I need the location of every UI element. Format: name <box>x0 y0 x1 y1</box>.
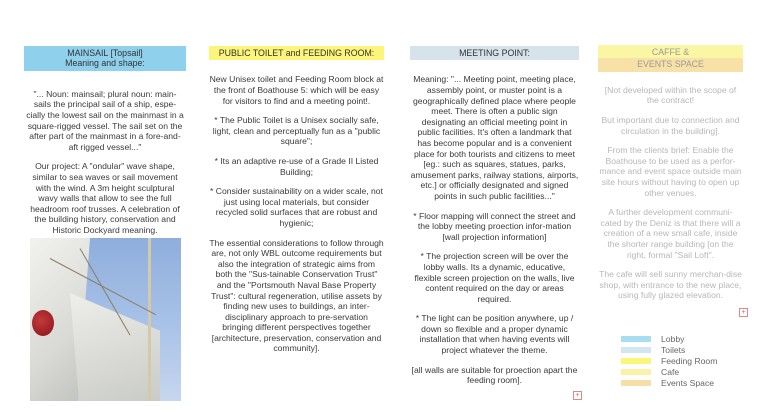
cafe-para-5: The cafe will sell sunny merchan-dise shop, with entrance to the new place, using fully glazed elevation. <box>599 269 742 301</box>
legend-swatch <box>621 369 651 375</box>
legend-item-toilets <box>621 344 717 355</box>
legend-swatch <box>621 347 651 353</box>
legend-item-feeding-room <box>621 355 717 366</box>
cafe-para-1: [Not developed within the scope of the contract! <box>604 84 737 106</box>
mainsail-heading-line2: Meaning and shape: <box>65 58 145 69</box>
expand-plus-icon[interactable]: + <box>573 391 582 400</box>
meeting-para-2: * Floor mapping will connect the street and the lobby meeting proection infor-mation [wall projection information] <box>413 210 576 242</box>
cafe-para-4: A further development communi-cated by the Deniz is that there will a creation of a new small cafe, inside the shorter range building [on the right, formal "Sail Loft". <box>600 207 741 260</box>
legend-label: Feeding Room <box>661 355 718 366</box>
cafe-heading <box>598 45 743 72</box>
cafe-para-3: From the clients brief: Enable the Boathouse to be used as a perfor-mance and event space outside main site hours without having to open up other venues. <box>599 145 742 198</box>
toilet-para-4: * Consider sustainability on a wider scale, not just using local materials, but consider recycled solid surfaces that are robust and hygienic; <box>210 186 383 228</box>
expand-plus-icon[interactable]: + <box>739 308 748 317</box>
mainsail-heading-line1: MAINSAIL [Topsail] <box>67 48 143 58</box>
cafe-para-2: But important due to connection and circulation in the building]. <box>601 115 740 136</box>
legend-label: Lobby <box>661 333 685 344</box>
cafe-column <box>598 46 743 310</box>
color-legend <box>621 333 717 388</box>
toilet-para-1: New Unisex toilet and Feeding Room block at the front of Boathouse 5: which will be easy for visitors to find and a meeting point!. <box>209 74 384 106</box>
meeting-para-5: [all walls are suitable for proection apart the feeding room]. <box>411 364 578 386</box>
toilet-para-2: * The Public Toilet is a Unisex socially safe, light, clean and perceptually fun as a "public square"; <box>212 115 381 147</box>
meeting-para-1: Meaning: "... Meeting point, meeting place, assembly point, or muster point is a geographically defined place where people meet. There is often a public sign designating an official meeting point in public facilities. It's often a landmark that has become popular and is a convenient place for both tourists and citizens to meet [eg.: such as squares, statues, parks, amusement parks, railway stations, airports, etc.] or officially designated and signed points in such public facilities..." <box>410 74 579 201</box>
legend-swatch <box>621 358 651 364</box>
toilet-para-3: * Its an adaptive re-use of a Grade II Listed Building; <box>214 155 379 177</box>
toilet-para-5: The essential considerations to follow through are, not only WBL outcome requirements but also the integration of strategic aims from both the "Sus-tainable Conservation Trust" and the "Portsmouth Naval Base Property Trust": cultural regeneration, utilise assets by finding new uses to buildings, an inter-disciplinary approach to pre-servation bringing different perspectives together [architecture, preservation, conservation and community]. <box>209 237 384 354</box>
red-emblem-icon <box>32 310 54 336</box>
cafe-heading-line1: CAFFE & <box>598 45 743 58</box>
legend-label: Cafe <box>661 366 680 377</box>
legend-swatch <box>621 380 651 386</box>
mainsail-project-text: Our project: A "ondular" wave shape, similar to sea waves or sail movement with the wind. A 3m height sculptural wavy walls that allow to see the full headroom roof trusses. A celebration of the building history, conservation and Historic Dockyard meaning. <box>30 161 180 235</box>
mainsail-definition: "... Noun: mainsail; plural noun: main-sails the principal sail of a ship, espe-cially the lowest sail on the mainmast in a square-rigged vessel. The sail set on the after part of the mainmast in a fore-and-aft rigged vessel..." <box>26 88 184 152</box>
mainsail-heading <box>24 46 186 71</box>
sail-photo <box>30 238 181 401</box>
legend-label: Events Space <box>661 377 715 388</box>
legend-label: Toilets <box>661 344 686 355</box>
meeting-column <box>410 46 579 395</box>
meeting-heading: MEETING POINT: <box>410 46 579 60</box>
toilet-heading: PUBLIC TOILET and FEEDING ROOM: <box>209 46 384 60</box>
cafe-heading-line2: EVENTS SPACE <box>598 58 743 71</box>
legend-swatch <box>621 336 651 342</box>
meeting-para-4: * The light can be position anywhere, up / down so flexible and a proper dynamic installation that when having events will project whatever the theme. <box>415 313 574 356</box>
mainsail-column <box>26 46 184 245</box>
toilet-column <box>209 46 384 363</box>
meeting-para-3: * The projection screen will be over the lobby walls. Its a dynamic, educative, flexible screen projection on the walls, live content required on the day or areas required. <box>414 251 575 304</box>
legend-item-lobby <box>621 333 717 344</box>
mast <box>148 238 151 401</box>
legend-item-events-space <box>621 377 717 388</box>
legend-item-cafe <box>621 366 717 377</box>
